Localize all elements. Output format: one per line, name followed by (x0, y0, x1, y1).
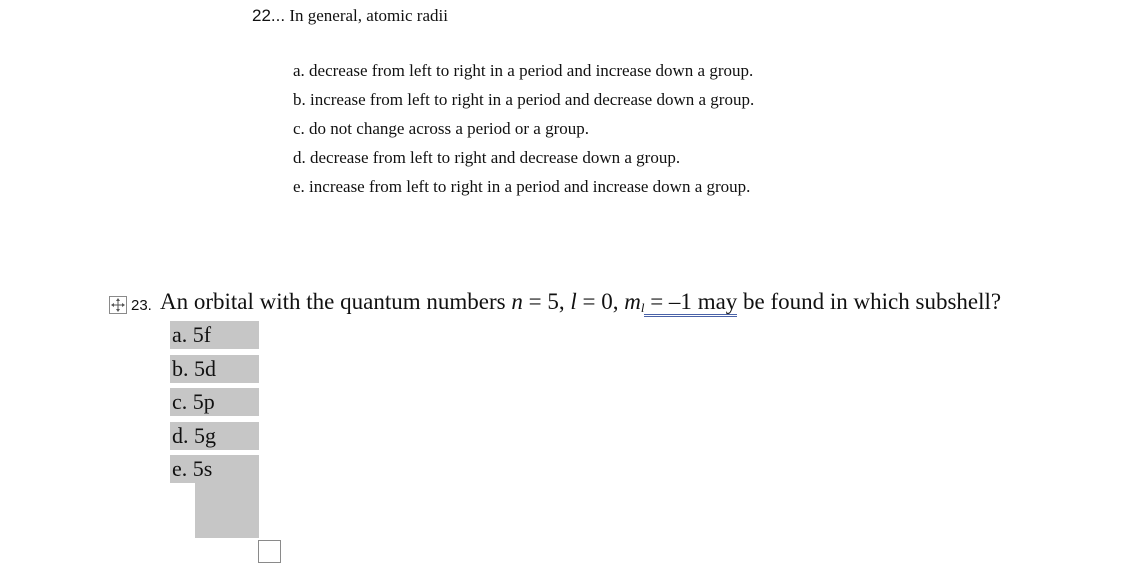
question-23-option-d[interactable]: d. 5g (170, 422, 259, 450)
question-22-option-c: c. do not change across a period or a group. (293, 119, 589, 138)
question-23-stem: An orbital with the quantum numbers n = 5, l = 0, $m_l = -1$ may be found in which subshell? (160, 289, 1002, 315)
question-22-stem: In general, atomic radii (289, 6, 448, 25)
n-symbol: n (511, 289, 523, 314)
question-22-options (293, 56, 754, 201)
grammar-flag: = –1 may (644, 289, 737, 317)
question-22-option-b: b. increase from left to right in a period and decrease down a group. (293, 90, 755, 109)
option-e-shading (195, 483, 259, 538)
question-23-number: 23. (131, 297, 152, 314)
move-handle-icon[interactable] (109, 296, 127, 314)
question-22-option-d: d. decrease from left to right and decrease down a group. (293, 148, 681, 167)
question-23-option-e[interactable]: e. 5s (170, 455, 259, 483)
question-22-option-a: a. decrease from left to right in a period and increase down a group. (293, 61, 754, 80)
question-22-heading (252, 6, 448, 26)
question-23-option-b[interactable]: b. 5d (170, 355, 259, 383)
m-subscript: l (640, 300, 645, 315)
l-symbol: l (570, 289, 577, 314)
question-22-number: 22... (252, 6, 286, 25)
question-23-option-a[interactable]: a. 5f (170, 321, 259, 349)
question-22-option-e: e. increase from left to right in a period and increase down a group. (293, 177, 751, 196)
question-23-option-c[interactable]: c. 5p (170, 388, 259, 416)
checkbox-icon[interactable] (258, 540, 281, 563)
m-symbol: m (624, 289, 641, 314)
